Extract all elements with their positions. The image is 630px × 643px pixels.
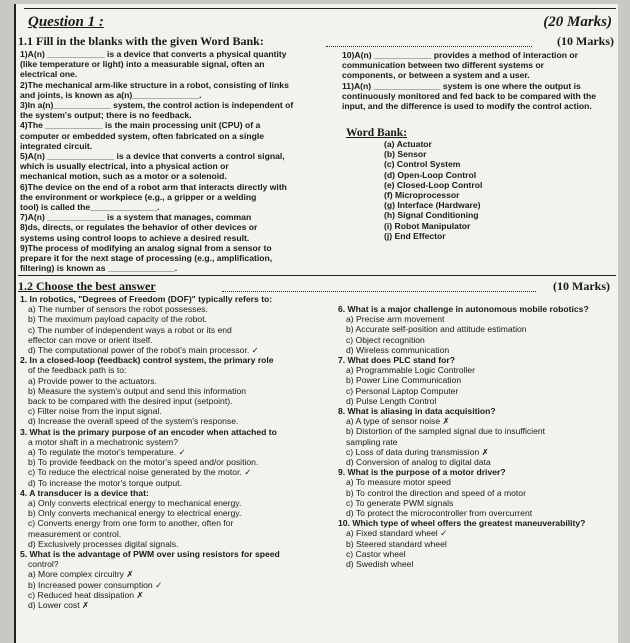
word-bank-item: (d) Open-Loop Control (384, 169, 477, 180)
mcq-question: 9. What is the purpose of a motor driver? (338, 467, 506, 478)
mcq-option: a) Programmable Logic Controller (346, 365, 475, 376)
word-bank-item: (c) Control System (384, 159, 461, 170)
mcq-option: of the feedback path is to: (28, 365, 127, 376)
mcq-option: d) Swedish wheel (346, 559, 414, 570)
fill-blank-line: 9)The process of modifying an analog signal from a sensor to (20, 242, 272, 253)
mcq-question: 4. A transducer is a device that: (20, 487, 149, 498)
mcq-question: 10. Which type of wheel offers the greatest maneuverability? (338, 518, 586, 529)
fill-blank-line: (like temperature or light) into a measurable signal, often an (20, 59, 265, 70)
mcq-option: d) Pulse Length Control (346, 395, 437, 406)
mcq-option: a) More complex circuitry ✗ (28, 569, 134, 580)
mcq-option: b) Accurate self-position and attitude estimation (346, 324, 527, 335)
mcq-option: c) Castor wheel (346, 548, 406, 559)
mcq-option: d) Exclusively processes digital signals. (28, 538, 179, 549)
mcq-question: 5. What is the advantage of PWM over using resistors for speed (20, 549, 280, 560)
fill-blank-line: continuously monitored and fed back to be compared with the (342, 90, 597, 101)
mcq-option: d) The computational power of the robot's main processor. ✓ (28, 345, 259, 356)
fill-blank-line: 3)In a(n)____________ system, the control action is independent of (20, 100, 294, 111)
fill-blank-line: integrated circuit. (20, 140, 93, 151)
mcq-option: c) Loss of data during transmission ✗ (346, 446, 489, 457)
section1-right-column (342, 50, 614, 111)
section2-marks: (10 Marks) (553, 279, 610, 293)
section2-heading: 1.2 Choose the best answer (18, 279, 156, 293)
fill-blank-line: 5)A(n) ______________ is a device that converts a control signal, (20, 151, 285, 162)
mcq-option: b) The maximum payload capacity of the robot. (28, 314, 207, 325)
mcq-question: 1. In robotics, "Degrees of Freedom (DOF)" typically refers to: (20, 294, 273, 304)
mcq-option: b) To provide feedback on the motor's speed and/or position. (28, 457, 259, 468)
fill-blank-line: 10)A(n) ____________ provides a method of interaction or (342, 50, 578, 60)
mcq-option: back to be compared with the desired input (setpoint). (28, 396, 233, 407)
mcq-option: a motor shaft in a mechatronic system? (28, 436, 178, 447)
mcq-option: control? (28, 559, 59, 570)
fill-blank-line: tool) is called the______________. (20, 202, 160, 213)
mcq-option: effector can move or orient itself. (28, 334, 153, 345)
section2-leader (222, 291, 536, 292)
fill-blank-line: systems using control loops to achieve a desired result. (20, 232, 250, 243)
mcq-question: 6. What is a major challenge in autonomous mobile robotics? (338, 304, 589, 314)
mcq-option: a) Precise arm movement (346, 314, 445, 325)
mcq-option: a) The number of sensors the robot possesses. (28, 304, 208, 315)
mcq-option: d) Conversion of analog to digital data (346, 457, 491, 468)
mcq-option: a) A type of sensor noise ✗ (346, 416, 450, 427)
word-bank-item: (a) Actuator (384, 139, 432, 149)
word-bank-item: (b) Sensor (384, 149, 427, 160)
mcq-option: d) Increase the overall speed of the system's response. (28, 416, 239, 427)
section2-left-column (20, 294, 338, 610)
word-bank-item: (g) Interface (Hardware) (384, 200, 481, 211)
fill-blank-line: 2)The mechanical arm-like structure in a robot, consisting of links (20, 79, 289, 90)
fill-blank-line: electrical one. (20, 69, 78, 80)
mcq-question: 7. What does PLC stand for? (338, 355, 455, 366)
fill-blank-line: 8)ds, directs, or regulates the behavior of other devices or (20, 222, 258, 233)
section1-leader (326, 46, 532, 47)
word-bank-item: (e) Closed-Loop Control (384, 179, 483, 190)
top-rule (24, 8, 616, 9)
mcq-option: c) Filter noise from the input signal. (28, 406, 162, 417)
mcq-option: b) Power Line Communication (346, 375, 462, 386)
word-bank-item: (i) Robot Manipulator (384, 220, 471, 231)
mcq-option: c) The number of independent ways a robot or its end (28, 324, 232, 335)
word-bank-item: (j) End Effector (384, 230, 446, 241)
mcq-option: a) Provide power to the actuators. (28, 375, 157, 386)
fill-blank-line: 6)The device on the end of a robot arm that interacts directly with (20, 181, 287, 192)
exam-page (14, 4, 618, 643)
word-bank-item: (f) Microprocessor (384, 190, 460, 201)
question-total-marks: (20 Marks) (543, 14, 612, 30)
mcq-option: d) To increase the motor's torque output. (28, 477, 182, 488)
mcq-option: d) Wireless communication (346, 344, 450, 355)
fill-blank-line: mechanical motion, such as a motor or a solenoid. (20, 171, 227, 182)
mcq-option: b) Steered standard wheel (346, 538, 447, 549)
mcq-question: 2. In a closed-loop (feedback) control system, the primary role (20, 355, 274, 366)
fill-blank-line: filtering) is known as ______________. (20, 263, 178, 274)
word-bank-list (384, 139, 584, 241)
mcq-option: measurement or control. (28, 528, 122, 539)
fill-blank-line: input, and the difference is used to modify the control action. (342, 101, 592, 112)
mcq-option: c) Object recognition (346, 334, 425, 345)
fill-blank-line: 1)A(n) ____________ is a device that converts a physical quantity (20, 49, 287, 59)
mcq-option: c) Converts energy from one form to another, often for (28, 518, 234, 529)
section1-left-column (20, 49, 338, 273)
fill-blank-line: components, or between a system and a user. (342, 70, 530, 81)
fill-blank-line: communication between two different systems or (342, 60, 544, 71)
fill-blank-line: and joints, is known as a(n)______________. (20, 89, 202, 100)
word-bank-title: Word Bank: (346, 127, 408, 139)
section2-right-column (338, 304, 616, 569)
mcq-option: c) Personal Laptop Computer (346, 385, 459, 396)
question-title: Question 1 : (28, 14, 104, 30)
mcq-option: a) Only converts electrical energy to mechanical energy. (28, 498, 242, 509)
mcq-option: d) Lower cost ✗ (28, 600, 90, 611)
fill-blank-line: 4)The ____________ is the main processing unit (CPU) of a (20, 120, 261, 131)
mcq-option: b) Increased power consumption ✓ (28, 579, 163, 590)
word-bank-item: (h) Signal Conditioning (384, 210, 479, 221)
section1-heading: 1.1 Fill in the blanks with the given Word Bank: (18, 34, 264, 48)
fill-blank-line: which is usually electrical, into a physical action or (20, 161, 229, 172)
fill-blank-line: 7)A(n) ____________ is a system that manages, comman (20, 212, 252, 223)
mcq-option: d) To protect the microcontroller from overcurrent (346, 508, 533, 519)
fill-blank-line: the environment or workpiece (e.g., a gripper or a welding (20, 191, 257, 202)
mcq-option: sampling rate (346, 436, 398, 447)
fill-blank-line: computer or embedded system, often fabricated on a single (20, 130, 265, 141)
mcq-option: b) Measure the system's output and send this information (28, 385, 247, 396)
fill-blank-line: prepare it for the next stage of processing (e.g., amplification, (20, 253, 273, 264)
mcq-option: b) Distortion of the sampled signal due to insufficient (346, 426, 546, 437)
mcq-question: 3. What is the primary purpose of an encoder when attached to (20, 426, 277, 437)
mcq-option: b) Only converts mechanical energy to electrical energy. (28, 508, 242, 519)
mcq-option: a) Fixed standard wheel ✓ (346, 528, 448, 539)
mcq-option: c) Reduced heat dissipation ✗ (28, 589, 144, 600)
mcq-question: 8. What is aliasing in data acquisition? (338, 406, 496, 417)
fill-blank-line: the system's output; there is no feedback. (20, 110, 192, 121)
mcq-option: a) To measure motor speed (346, 477, 451, 488)
mcq-option: b) To control the direction and speed of a motor (346, 487, 526, 498)
section-divider (18, 275, 616, 276)
mcq-option: c) To reduce the electrical noise generated by the motor. ✓ (28, 467, 252, 478)
mcq-option: a) To regulate the motor's temperature. ✓ (28, 447, 186, 458)
mcq-option: c) To generate PWM signals (346, 497, 454, 508)
section1-marks: (10 Marks) (557, 34, 614, 48)
fill-blank-line: 11)A(n) ______________ system is one where the output is (342, 80, 581, 91)
